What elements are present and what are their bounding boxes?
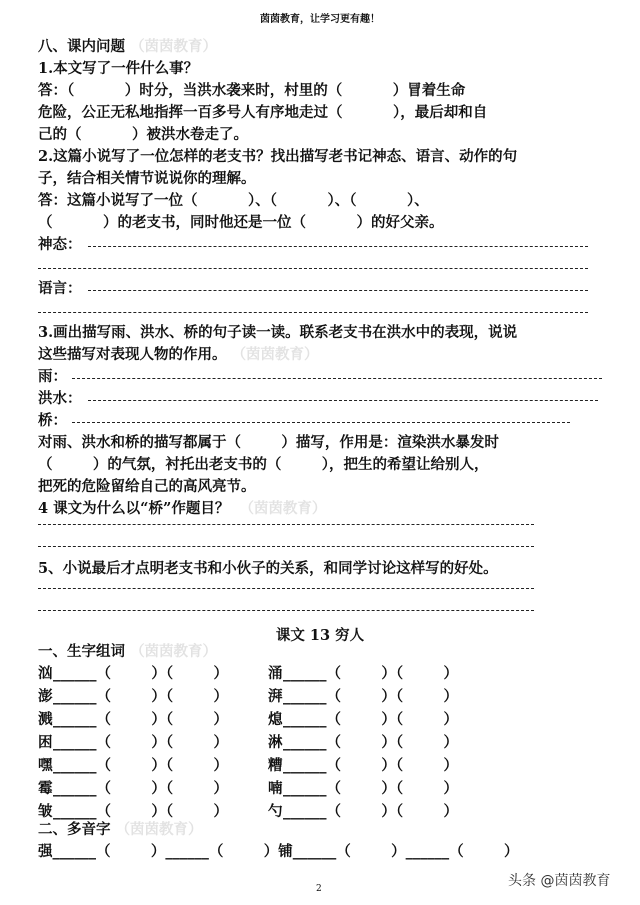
blank-group[interactable]: ______（ ）（ ） <box>53 734 229 751</box>
question-5: 5、小说最后才点明老支书和小伙子的关系，和同学讨论这样写的好处。 <box>38 560 498 577</box>
answer-2-line-2: （ ）的老支书，同时他还是一位（ ）的好父亲。 <box>38 214 444 231</box>
blank-group[interactable]: ______（ ）（ ） <box>53 780 229 797</box>
page-header: 茵茵教育，让学习更有趣！ <box>260 14 380 25</box>
char-left: 汹 <box>38 665 53 682</box>
watermark: （茵茵教育） <box>130 38 218 55</box>
answer-3-line-1: 对雨、洪水和桥的描写都属于（ ）描写，作用是：渲染洪水暴发时 <box>38 434 499 451</box>
blank-group[interactable]: ______（ ）（ ） <box>283 711 459 728</box>
answer-3-line-2: （ ）的气氛，衬托出老支书的（ ），把生的希望让给别人， <box>38 456 489 473</box>
question-4: 4 课文为什么以“桥”作题目？ <box>38 500 230 517</box>
answer-1-line-2: 危险，公正无私地指挥一百多号人有序地走过（ ），最后却和自 <box>38 104 488 121</box>
polyphone-row[interactable]: 强______（ ）______（ ）铺______（ ）______（ ） <box>38 843 519 860</box>
question-2-line-2: 子，结合相关情节说说你的理解。 <box>38 170 256 187</box>
answer-line[interactable] <box>88 400 598 401</box>
char-right: 勺 <box>268 803 283 820</box>
char-left: 澎 <box>38 688 53 705</box>
question-4-line <box>38 500 326 518</box>
section-title <box>38 38 217 56</box>
lesson-title: 课文 13 穷人 <box>275 627 365 644</box>
char-right: 糟 <box>268 757 283 774</box>
answer-3-line-3: 把死的危险留给自己的高风亮节。 <box>38 478 256 495</box>
watermark: （茵茵教育） <box>130 643 218 660</box>
blank-group[interactable]: ______（ ）（ ） <box>283 734 459 751</box>
answer-1-line-3: 己的（ ）被洪水卷走了。 <box>38 126 248 143</box>
hongshui-label: 洪水： <box>38 390 82 407</box>
char-left: 嘿 <box>38 757 53 774</box>
answer-line[interactable] <box>88 246 588 247</box>
question-2-line-1: 2.这篇小说写了一位怎样的老支书？找出描写老书记神态、语言、动作的句 <box>38 148 518 165</box>
answer-line[interactable] <box>72 378 602 379</box>
answer-line[interactable] <box>38 524 534 525</box>
blank-group[interactable]: ______（ ）（ ） <box>283 780 459 797</box>
char-left: 溅 <box>38 711 53 728</box>
blank-group[interactable]: ______（ ）（ ） <box>53 757 229 774</box>
question-3-text: 这些描写对表现人物的作用。 <box>38 346 227 363</box>
answer-line[interactable] <box>38 610 534 611</box>
blank-group[interactable]: ______（ ）（ ） <box>283 803 459 820</box>
char-left: 霉 <box>38 780 53 797</box>
blank-group[interactable]: ______（ ）（ ） <box>283 688 459 705</box>
question-3-line-1: 3.画出描写雨、洪水、桥的句子读一读。联系老支书在洪水中的表现，说说 <box>38 324 518 341</box>
section-2-title: 二、多音字 <box>38 821 111 838</box>
question-1: 1.本文写了一件什么事？ <box>38 60 199 77</box>
qiao-label: 桥： <box>38 412 67 429</box>
section-2-line <box>38 821 203 839</box>
char-right: 湃 <box>268 688 283 705</box>
blank-group[interactable]: ______（ ）（ ） <box>283 665 459 682</box>
yu-label: 雨： <box>38 368 67 385</box>
section-8-title: 八、课内问题 <box>38 38 125 55</box>
section-1-title: 一、生字组词 <box>38 643 125 660</box>
blank-group[interactable]: ______（ ）（ ） <box>53 711 229 728</box>
question-3-line-2 <box>38 346 319 364</box>
blank-group[interactable]: ______（ ）（ ） <box>53 803 229 820</box>
yuyan-label: 语言： <box>38 280 82 297</box>
blank-group[interactable]: ______（ ）（ ） <box>53 688 229 705</box>
char-right: 涌 <box>268 665 283 682</box>
answer-line[interactable] <box>38 588 534 589</box>
char-right: 淋 <box>268 734 283 751</box>
answer-line[interactable] <box>38 312 588 313</box>
source-credit: 头条 @茵茵教育 <box>508 873 611 889</box>
answer-line[interactable] <box>88 290 588 291</box>
answer-line[interactable] <box>38 546 534 547</box>
section-1-line <box>38 643 217 661</box>
char-left: 困 <box>38 734 53 751</box>
shentai-label: 神态： <box>38 236 82 253</box>
answer-line[interactable] <box>72 422 570 423</box>
watermark: （茵茵教育） <box>231 346 319 363</box>
blank-group[interactable]: ______（ ）（ ） <box>53 665 229 682</box>
watermark: （茵茵教育） <box>115 821 203 838</box>
char-right: 熄 <box>268 711 283 728</box>
char-right: 喃 <box>268 780 283 797</box>
watermark: （茵茵教育） <box>239 500 327 517</box>
page-number: 2 <box>316 884 322 894</box>
answer-line[interactable] <box>38 268 588 269</box>
blank-group[interactable]: ______（ ）（ ） <box>283 757 459 774</box>
answer-2-line-1: 答：这篇小说写了一位（ ）、（ ）、（ ）、 <box>38 192 429 209</box>
char-left: 皱 <box>38 803 53 820</box>
answer-1-line-1: 答：（ ）时分，当洪水袭来时，村里的（ ）冒着生命 <box>38 82 466 99</box>
